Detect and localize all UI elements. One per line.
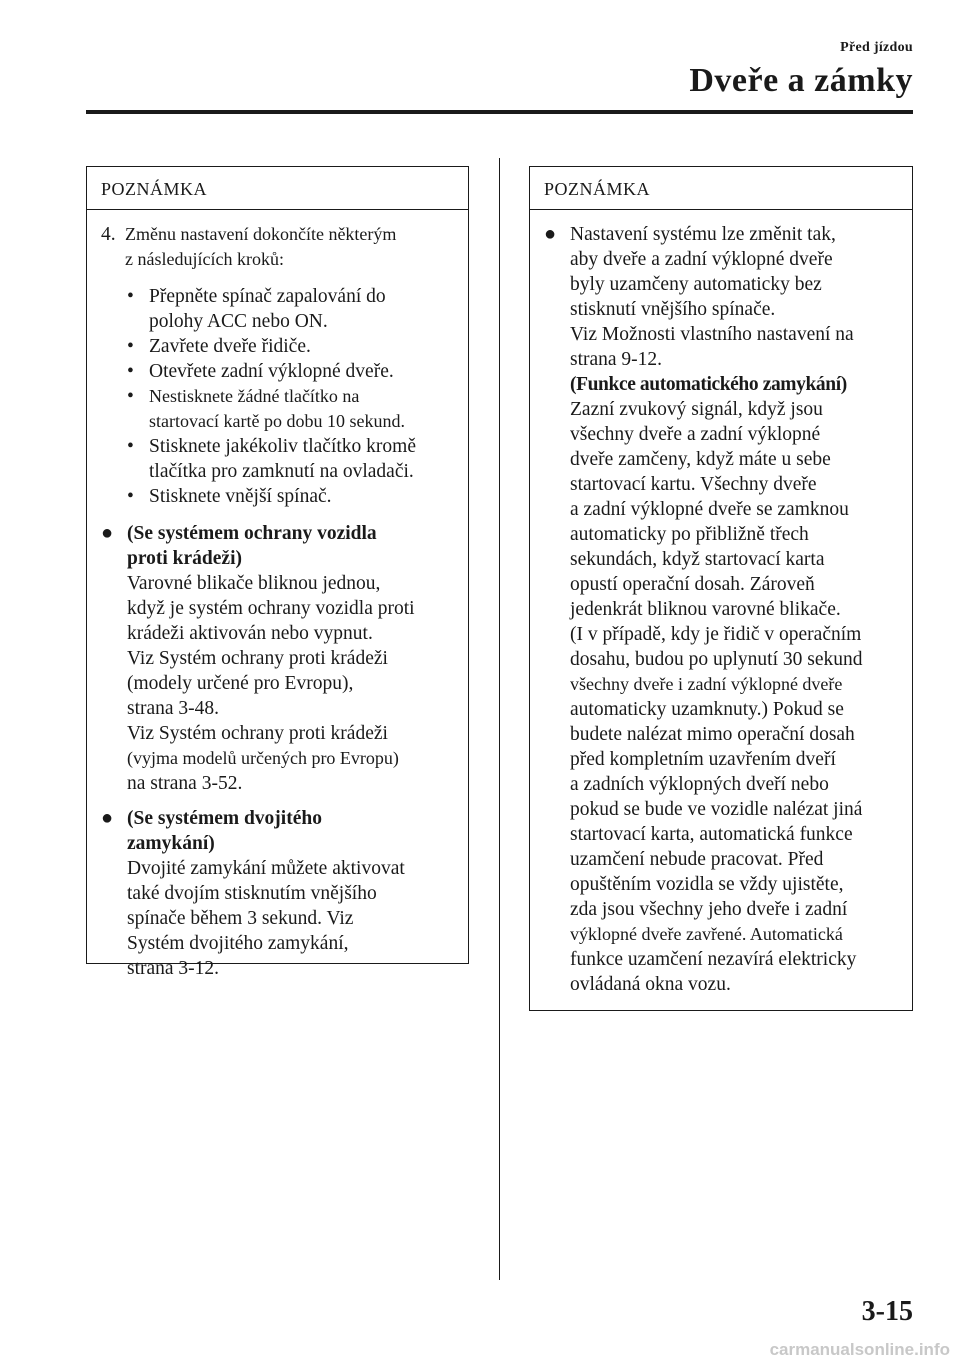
text-line: Viz Možnosti vlastního nastavení na (570, 324, 854, 345)
step-number: 4. (101, 224, 116, 245)
text-line: uzamčení nebude pracovat. Před (570, 849, 824, 870)
text-line: Nestisknete žádné tlačítko na (149, 386, 360, 406)
bullet-heading: proti krádeži) (127, 548, 243, 569)
step-text (125, 222, 456, 272)
bullet-heading: (Funkce automatického zamykání) (570, 374, 847, 395)
text-line: automaticky po přibližně třech (570, 524, 809, 545)
text-line: Přepněte spínač zapalování do (149, 286, 386, 307)
note-box-right (529, 166, 913, 1011)
text-line: pokud se bude ve vozidle nalézat jiná (570, 799, 863, 820)
text-line: ovládaná okna vozu. (570, 974, 731, 995)
header-rule (86, 110, 913, 114)
text-line: zda jsou všechny jeho dveře i zadní (570, 899, 848, 920)
list-item (125, 484, 456, 509)
bullet-icon: ● (544, 223, 557, 245)
bullet-icon: • (127, 286, 134, 307)
text-line: strana 3-12. (127, 958, 220, 979)
text-line: strana 9-12. (570, 349, 663, 370)
column-divider (499, 158, 500, 1280)
text-line: Dvojité zamykání můžete aktivovat (127, 858, 405, 879)
note-title: POZNÁMKA (87, 167, 468, 210)
text-line: Viz Systém ochrany proti krádeži (127, 723, 388, 744)
bullet-icon: ● (101, 522, 114, 544)
text-line: Viz Systém ochrany proti krádeži (127, 648, 388, 669)
list-item (125, 359, 456, 384)
text-line: Nastavení systému lze změnit tak, (570, 224, 836, 245)
text-line: všechny dveře i zadní výklopné dveře (570, 674, 843, 694)
bullet-heading: (Se systémem ochrany vozidla (127, 523, 377, 544)
text-line: také dvojím stisknutím vnějšího (127, 883, 377, 904)
text-line: (modely určené pro Evropu), (127, 673, 354, 694)
text-line: Stisknete vnější spínač. (149, 486, 332, 507)
text-line: Zavřete dveře řidiče. (149, 336, 311, 357)
bullet-icon: • (127, 361, 134, 382)
note-bullet-double-locking (101, 806, 456, 981)
text-line: sekundách, když startovací karta (570, 549, 825, 570)
text-line: dosahu, budou po uplynutí 30 sekund (570, 649, 863, 670)
bullet-icon: • (127, 336, 134, 357)
bullet-heading: zamykání) (127, 833, 215, 854)
section-label: Před jízdou (840, 40, 913, 55)
text-line: Varovné blikače bliknou jednou, (127, 573, 381, 594)
note-body (530, 210, 912, 997)
text-line: funkce uzamčení nezavírá elektricky (570, 949, 857, 970)
text-line: stisknutí vnějšího spínače. (570, 299, 776, 320)
page-number: 3-15 (861, 1296, 913, 1327)
sub-step-list (125, 284, 456, 509)
text-line: z následujících kroků: (125, 249, 284, 269)
note-bullet-anti-theft (101, 521, 456, 796)
note-box-left (86, 166, 469, 979)
chapter-title: Dveře a zámky (689, 62, 913, 99)
bullet-icon: • (127, 436, 134, 457)
note-body (87, 210, 468, 981)
text-line: výklopné dveře zavřené. Automatická (570, 924, 843, 944)
text-line: všechny dveře a zadní výklopné (570, 424, 821, 445)
text-line: Změnu nastavení dokončíte některým (125, 224, 397, 244)
text-line: startovací karta, automatická funkce (570, 824, 853, 845)
watermark: carmanualsonline.info (769, 1340, 950, 1359)
text-line: před kompletním uzavřením dveří (570, 749, 836, 770)
text-line: jedenkrát bliknou varovné blikače. (570, 599, 841, 620)
bullet-heading: (Se systémem dvojitého (127, 808, 322, 829)
text-line: Zazní zvukový signál, když jsou (570, 399, 823, 420)
text-line: dveře zamčeny, když máte u sebe (570, 449, 831, 470)
text-line: strana 3-48. (127, 698, 220, 719)
text-line: a zadní výklopné dveře se zamknou (570, 499, 849, 520)
text-line: krádeži aktivován nebo vypnut. (127, 623, 373, 644)
list-item (125, 384, 456, 434)
note-title: POZNÁMKA (530, 167, 912, 210)
bullet-icon: • (127, 386, 134, 407)
text-line: tlačítka pro zamknutí na ovladači. (149, 461, 414, 482)
text-line: budete nalézat mimo operační dosah (570, 724, 855, 745)
text-line: polohy ACC nebo ON. (149, 311, 328, 332)
text-line: Systém dvojitého zamykání, (127, 933, 349, 954)
text-line: aby dveře a zadní výklopné dveře (570, 249, 833, 270)
text-line: opuštěním vozidla se vždy ujistěte, (570, 874, 844, 895)
text-line: opustí operační dosah. Zároveň (570, 574, 815, 595)
text-line: na strana 3-52. (127, 773, 243, 794)
text-line: (vyjma modelů určených pro Evropu) (127, 748, 399, 768)
text-line: spínače během 3 sekund. Viz (127, 908, 354, 929)
text-line: Stisknete jakékoliv tlačítko kromě (149, 436, 416, 457)
list-item (125, 334, 456, 359)
bullet-icon: ● (101, 807, 114, 829)
text-line: automaticky uzamknuty.) Pokud se (570, 699, 844, 720)
text-line: a zadních výklopných dveří nebo (570, 774, 829, 795)
bullet-icon: • (127, 486, 134, 507)
step-4 (101, 222, 456, 272)
list-item (125, 284, 456, 334)
text-line: startovací kartu. Všechny dveře (570, 474, 817, 495)
text-line: startovací kartě po dobu 10 sekund. (149, 411, 405, 431)
text-line: (I v případě, kdy je řidič v operačním (570, 624, 862, 645)
note-bullet-auto-lock (544, 222, 900, 997)
text-line: byly uzamčeny automaticky bez (570, 274, 822, 295)
list-item (125, 434, 456, 484)
text-line: Otevřete zadní výklopné dveře. (149, 361, 394, 382)
text-line: když je systém ochrany vozidla proti (127, 598, 415, 619)
